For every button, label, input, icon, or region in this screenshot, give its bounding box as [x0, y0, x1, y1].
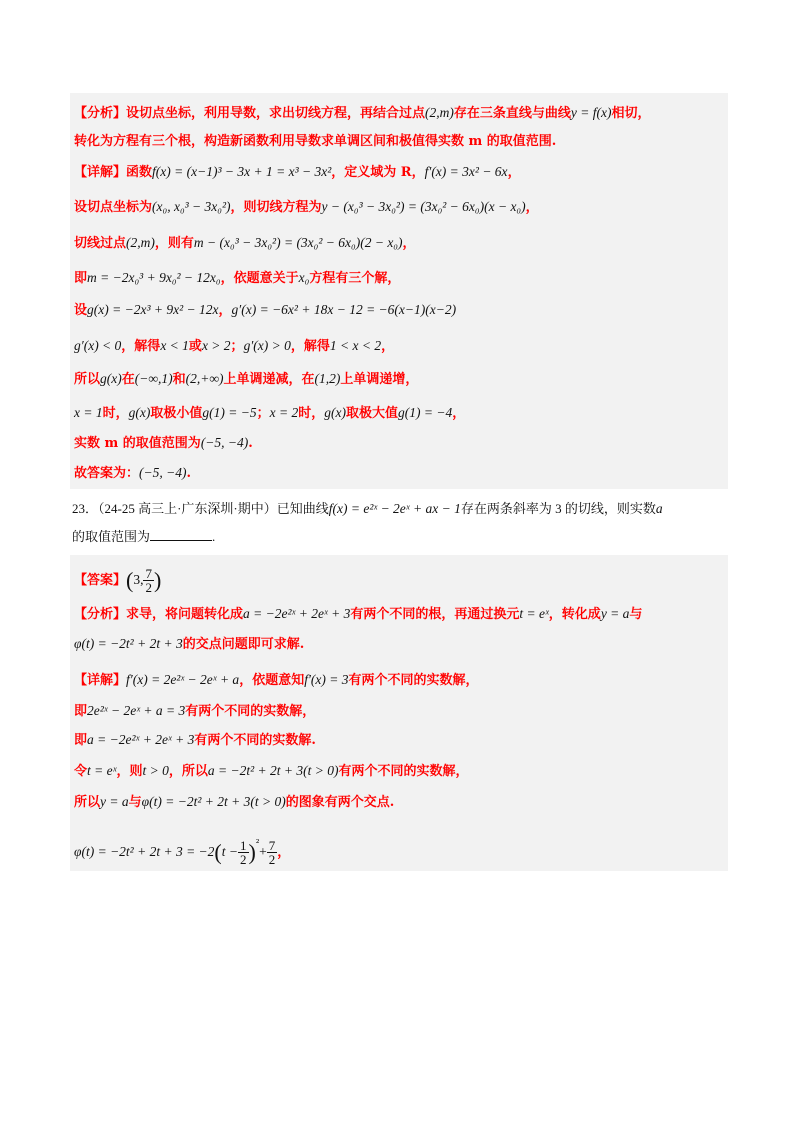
text: 方程有三个解， — [309, 271, 401, 286]
text: 在 — [121, 372, 135, 387]
text: 故答案为： — [74, 466, 140, 481]
text: ，解得 — [121, 339, 161, 354]
detail-line-2 — [74, 198, 539, 217]
solution-block-2 — [70, 555, 728, 871]
text: ，解得 — [290, 339, 330, 354]
text: ； — [230, 339, 244, 354]
text: 即 — [74, 704, 88, 719]
math: 2e²ˣ − 2eˣ + a = 3 — [87, 703, 186, 718]
text: ； — [256, 406, 270, 421]
text: 与 — [128, 795, 142, 810]
answer-label: 【答案】 — [74, 573, 127, 588]
text: 【分析】设切点坐标，利用导数，求出切线方程，再结合过点 — [74, 106, 426, 121]
solution-block-1 — [70, 93, 728, 489]
text: 上单调递增， — [340, 372, 419, 387]
text: ，依题意知 — [239, 673, 305, 688]
math: g′(x) < 0 — [74, 338, 122, 353]
math: (x₀, x₀³ − 3x₀²) — [152, 199, 231, 214]
detail-line-1 — [74, 671, 479, 690]
detail-line-5 — [74, 793, 394, 812]
math: x < 1 — [160, 338, 189, 353]
math: (2,+∞) — [185, 371, 224, 386]
detail-line-5 — [74, 301, 456, 320]
math: g(x) — [100, 371, 122, 386]
detail-line-3 — [74, 731, 316, 750]
math: x = 2 — [269, 405, 299, 420]
math: y = f(x) — [570, 105, 612, 120]
math: φ(t) = −2t² + 2t + 3(t > 0) — [141, 794, 286, 809]
fraction — [267, 839, 278, 866]
math: a = −2e²ˣ + 2eˣ + 3 — [87, 732, 195, 747]
analysis-line-2 — [74, 133, 556, 151]
text: 相切， — [611, 106, 651, 121]
text: ， — [402, 236, 416, 251]
text: 设切点坐标为 — [74, 200, 153, 215]
text: 取极小值 — [150, 406, 203, 421]
text: 上单调递减，在 — [223, 372, 315, 387]
text: 有两个不同的根，再通过换元 — [350, 607, 520, 622]
math: f(x) = e²ˣ − 2eˣ + ax − 1 — [328, 501, 461, 516]
math: ² — [255, 837, 260, 849]
math: g(x) = −2x³ + 9x² − 12x — [87, 302, 219, 317]
math: g(x) — [324, 405, 346, 420]
text: ，转化成 — [548, 607, 601, 622]
text: 所以 — [74, 372, 101, 387]
answer-line — [74, 565, 161, 596]
text: 的交点问题即可求解. — [182, 637, 305, 652]
text: 有两个不同的实数解. — [194, 733, 316, 748]
math: (−5, −4) — [200, 435, 249, 450]
text: . — [248, 436, 253, 451]
math: y = a — [100, 794, 129, 809]
paren: ) — [153, 567, 162, 593]
numerator: 1 — [240, 838, 247, 853]
math: (1,2) — [314, 371, 341, 386]
math: x₀ — [298, 270, 310, 285]
text: . — [212, 529, 216, 544]
math: (2,m) — [425, 105, 454, 120]
detail-line-4 — [74, 269, 400, 288]
detail-line-4 — [74, 762, 468, 781]
text: 实数 m 的取值范围为 — [74, 436, 201, 451]
numerator: 7 — [268, 838, 276, 853]
math: g(x) — [128, 405, 151, 420]
text: 取极大值 — [345, 406, 398, 421]
math: t = eˣ — [87, 763, 117, 778]
math: (−5, −4) — [139, 465, 187, 480]
text: 时， — [102, 406, 129, 421]
text: ， — [507, 165, 521, 180]
math: g(1) = −5 — [202, 405, 257, 420]
text: ， — [525, 200, 539, 215]
text: 【分析】求导，将问题转化成 — [74, 607, 244, 622]
detail-line-2 — [74, 702, 315, 721]
text: 的图象有两个交点. — [285, 795, 395, 810]
math: y − (x₀³ − 3x₀²) = (3x₀² − 6x₀)(x − x₀) — [321, 199, 526, 214]
final-answer-line — [74, 464, 191, 483]
math: g′(x) = −6x² + 18x − 12 = −6(x−1)(x−2) — [231, 302, 457, 317]
math: g′(x) > 0 — [243, 338, 291, 353]
detail-line-6 — [74, 337, 394, 356]
math: a — [655, 501, 663, 516]
text: 令 — [74, 764, 88, 779]
math: f′(x) = 3 — [304, 672, 349, 687]
detail-line-9 — [74, 434, 253, 453]
detail-line-1 — [74, 163, 521, 182]
math: 1 < x < 2 — [329, 338, 382, 353]
paren: ( — [214, 839, 222, 865]
paren: ) — [248, 839, 256, 865]
denominator: 2 — [268, 852, 276, 867]
numerator: 7 — [145, 566, 152, 581]
text: . — [186, 466, 192, 481]
text: 有两个不同的实数解， — [185, 704, 316, 719]
text: 转化为方程有三个根，构造新函数利用导数求单调区间和极值得实数 m 的取值范围. — [74, 134, 557, 149]
text: 【详解】函数 — [74, 165, 153, 180]
text: ，则有 — [154, 236, 194, 251]
math: t − — [221, 844, 238, 859]
detail-line-8 — [74, 404, 465, 423]
math: φ(t) = −2t² + 2t + 3 — [74, 636, 183, 651]
math: x > 2 — [201, 338, 231, 353]
denominator: 2 — [240, 852, 247, 867]
detail-line-3 — [74, 234, 416, 253]
math: φ(t) = −2t² + 2t + 3 = −2 — [74, 844, 215, 859]
text: 存在三条直线与曲线 — [453, 106, 571, 121]
math: y = a — [600, 606, 630, 621]
math: f′(x) = 2e²ˣ − 2eˣ + a — [126, 672, 240, 687]
text: ，则切线方程为 — [230, 200, 322, 215]
text: 设 — [74, 303, 88, 318]
analysis-line-1 — [74, 605, 642, 624]
math: t = eˣ — [519, 606, 549, 621]
detail-line-7 — [74, 370, 418, 389]
text: ，定义域为 R， — [331, 165, 425, 180]
fraction — [143, 567, 154, 594]
question-23-line-1 — [72, 500, 663, 518]
text: ，所以 — [168, 764, 208, 779]
math: x = 1 — [74, 405, 103, 420]
answer-blank — [150, 528, 212, 541]
math: t > 0 — [142, 763, 169, 778]
denominator: 2 — [145, 580, 152, 595]
text: 即 — [74, 271, 88, 286]
text: 【详解】 — [74, 673, 127, 688]
analysis-line-1 — [74, 104, 651, 123]
text: ，依题意关于 — [220, 271, 299, 286]
text: 即 — [74, 733, 88, 748]
text: 切线过点 — [74, 236, 127, 251]
math: + — [259, 844, 267, 859]
math: (−∞,1) — [134, 371, 173, 386]
text: 或 — [188, 339, 202, 354]
math: m = −2x₀³ + 9x₀² − 12x₀ — [87, 270, 221, 285]
text: 有两个不同的实数解， — [348, 673, 479, 688]
text: 所以 — [74, 795, 101, 810]
text: 时， — [298, 406, 325, 421]
text: ，则 — [116, 764, 143, 779]
math: m − (x₀³ − 3x₀²) = (3x₀² − 6x₀)(2 − x₀) — [193, 235, 403, 250]
text: ， — [218, 303, 232, 318]
math: a = −2t² + 2t + 3(t > 0) — [207, 763, 339, 778]
math: (2,m) — [126, 235, 155, 250]
text: 的取值范围为 — [72, 529, 151, 544]
detail-line-6 — [74, 827, 290, 869]
math: f′(x) = 3x² − 6x — [424, 164, 508, 179]
math: f(x) = (x−1)³ − 3x + 1 = x³ − 3x² — [152, 164, 332, 179]
analysis-line-2 — [74, 635, 304, 654]
text: 和 — [172, 372, 186, 387]
text: 与 — [629, 607, 643, 622]
math: a = −2e²ˣ + 2eˣ + 3 — [243, 606, 351, 621]
text: ， — [452, 406, 466, 421]
text: 23．（24-25 高三上·广东深圳·期中）已知曲线 — [72, 501, 329, 516]
fraction — [238, 839, 249, 866]
paren: ( — [126, 567, 134, 593]
text: ， — [277, 845, 291, 860]
question-23-line-2 — [72, 528, 215, 546]
text: 存在两条斜率为 3 的切线，则实数 — [460, 501, 656, 516]
math: 3, — [133, 572, 144, 587]
math: g(1) = −4 — [397, 405, 453, 420]
text: 有两个不同的实数解， — [338, 764, 469, 779]
text: ， — [381, 339, 395, 354]
